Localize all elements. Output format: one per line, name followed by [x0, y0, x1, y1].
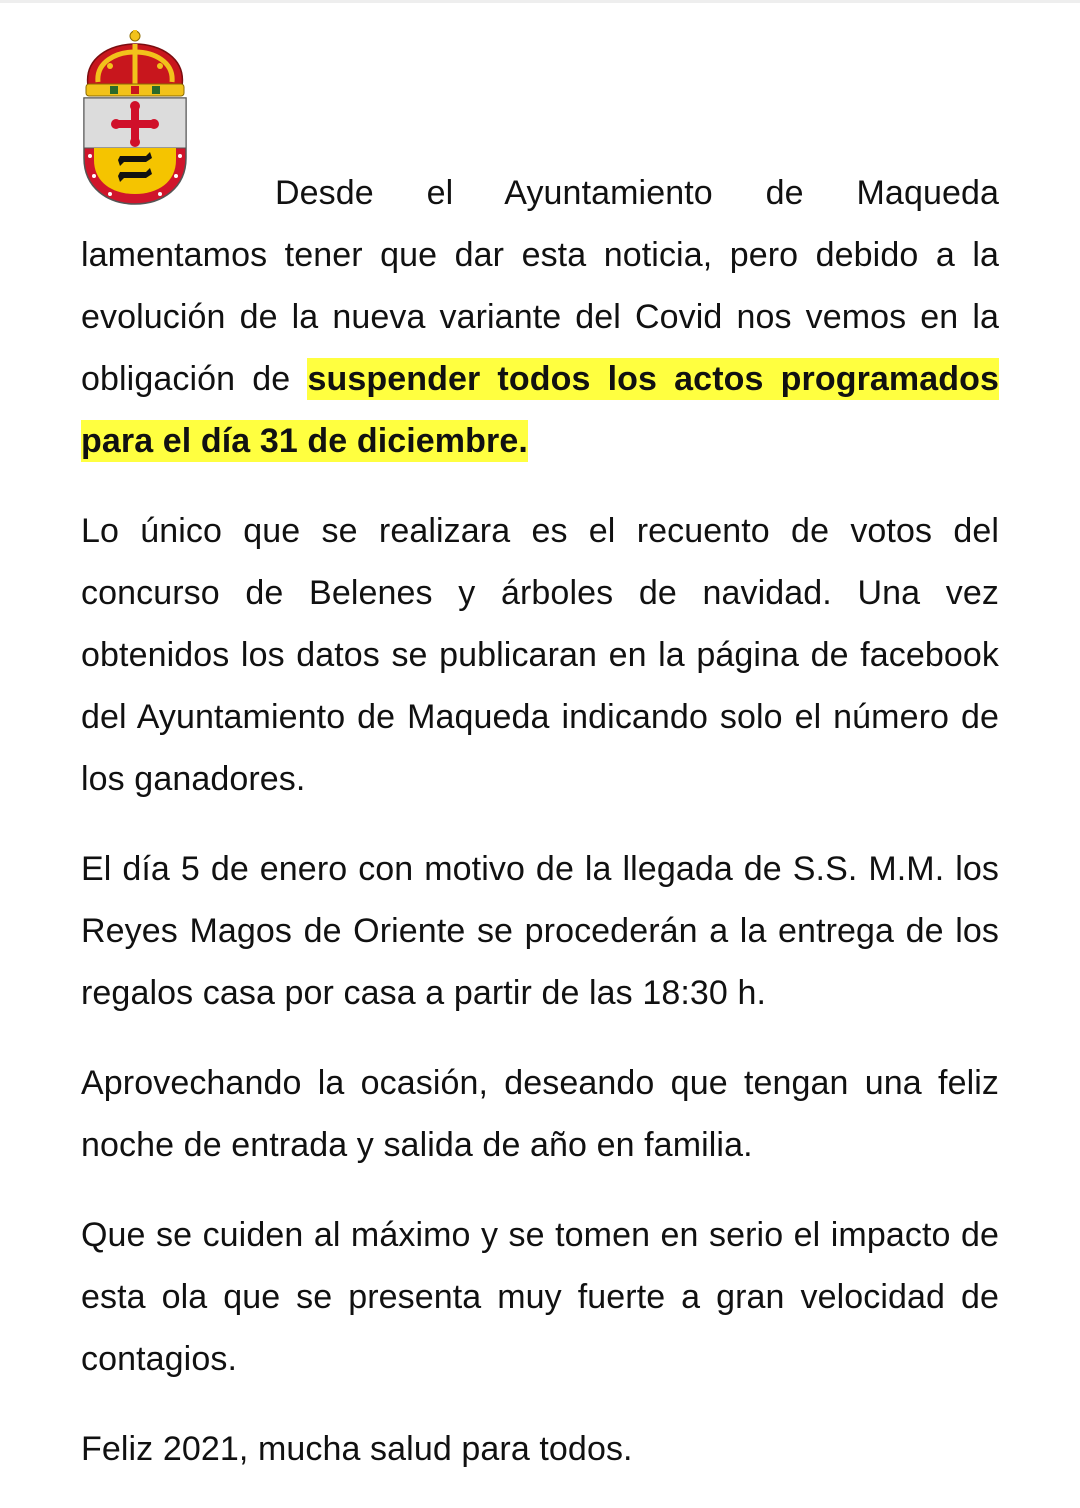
notice-body — [81, 162, 999, 1508]
top-divider — [0, 0, 1080, 3]
intro-paragraph — [81, 162, 999, 472]
crown-icon — [86, 30, 184, 96]
paragraph-care: Que se cuiden al máximo y se tomen en serio el impacto de esta ola que se presenta muy fuerte a gran velocidad de contagios. — [81, 1216, 999, 1378]
intro-text: Desde el Ayuntamiento de Maqueda lamentamos tener que dar esta noticia, pero debido a la evolución de la nueva variante del Covid nos vemos en la obligación de — [81, 174, 999, 398]
paragraph-reyes-magos: El día 5 de enero con motivo de la llegada de S.S. M.M. los Reyes Magos de Oriente se procederán a la entrega de los regalos casa por casa a partir de las 18:30 h. — [81, 850, 999, 1012]
paragraph-closing: Feliz 2021, mucha salud para todos. — [81, 1430, 633, 1468]
paragraph-wishes: Aprovechando la ocasión, deseando que tengan una feliz noche de entrada y salida de año en familia. — [81, 1064, 999, 1164]
paragraph-vote-count: Lo único que se realizara es el recuento de votos del concurso de Belenes y árboles de navidad. Una vez obtenidos los datos se publicaran en la página de facebook del Ayuntamiento de Maqueda indicando solo el número de los ganadores. — [81, 512, 999, 798]
highlighted-suspension-notice: suspender todos los actos programados para el día 31 de diciembre. — [81, 360, 1000, 460]
